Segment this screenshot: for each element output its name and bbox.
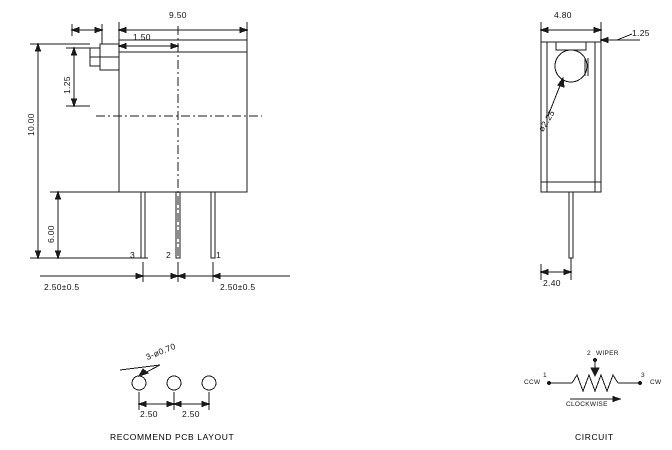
dim-side-pin-offset [541, 258, 571, 280]
dim-pin-spacing [40, 262, 290, 282]
pcb-layout-holes [132, 376, 216, 390]
pcb-hole-leader [120, 365, 160, 376]
circuit-caption: CIRCUIT [575, 432, 614, 442]
dim-label-side-width: 4.80 [554, 10, 572, 20]
dim-side-width [541, 22, 601, 42]
circuit-wiper-number: 2 [587, 350, 591, 357]
pcb-spacing-left-label: 2.50 [140, 409, 158, 419]
pin-label-2: 2 [166, 250, 172, 260]
dim-label-pin-spacing-left: 2.50±0.5 [44, 282, 80, 292]
circuit-schematic [547, 358, 641, 401]
circuit-cw-number: 3 [641, 372, 645, 379]
dim-label-side-pin-offset: 2.40 [543, 278, 561, 288]
dim-label-total-height: 10.00 [26, 113, 36, 136]
pin-label-3: 3 [130, 250, 136, 260]
circuit-wiper-label: WIPER [596, 350, 619, 357]
circuit-cw-label: CW [650, 379, 662, 386]
dim-label-pin-length: 6.00 [46, 225, 56, 243]
circuit-rotation-note: CLOCKWISE [566, 401, 608, 408]
pcb-hole-note: 3-ø0.70 [144, 340, 178, 362]
pcb-layout-caption: RECOMMEND PCB LAYOUT [110, 432, 235, 442]
dim-label-front-width: 9.50 [169, 10, 187, 20]
pin-label-1: 1 [216, 250, 222, 260]
dim-label-screw-diameter: ø2.25 [536, 108, 557, 134]
dim-label-notch-offset: 1.50 [133, 32, 151, 42]
dim-pin-length [50, 192, 122, 258]
pcb-spacing-right-label: 2.50 [182, 409, 200, 419]
circuit-ccw-label: CCW [524, 379, 541, 386]
dim-label-pin-spacing-right: 2.50±0.5 [220, 282, 256, 292]
pcb-spacing-dims [139, 392, 209, 410]
side-view-body [541, 42, 601, 258]
circuit-ccw-number: 1 [543, 372, 547, 379]
dim-label-screw-offset: 1.25 [632, 28, 650, 38]
dim-label-notch-height: 1.25 [62, 76, 72, 94]
dim-notch-marker [72, 24, 102, 44]
